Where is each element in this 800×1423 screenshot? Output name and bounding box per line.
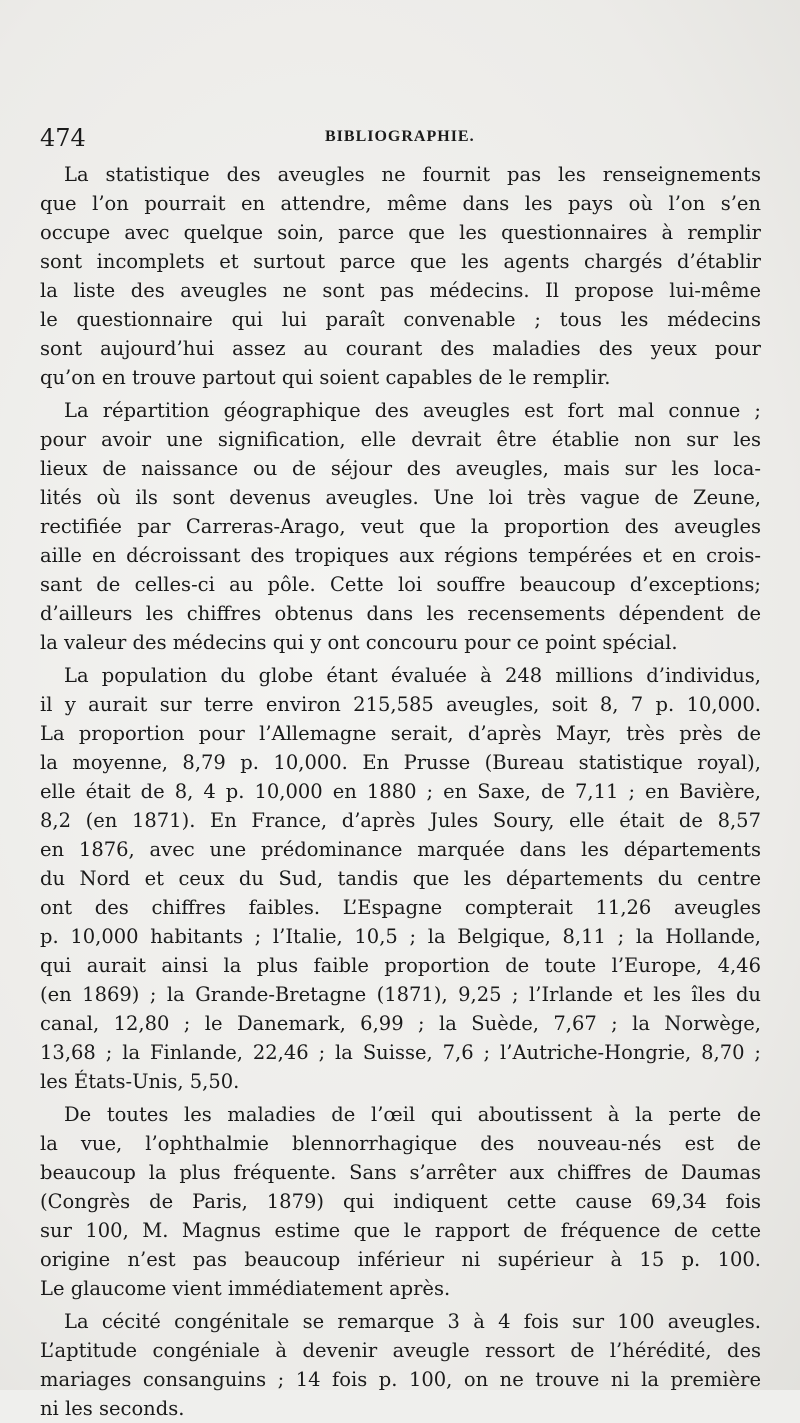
text-line: La proportion pour l’Allemagne serait, d’après Mayr, très près de <box>40 722 761 745</box>
text-line: lieux de naissance ou de séjour des aveugles, mais sur les loca- <box>40 457 761 480</box>
text-line: ont des chiffres faibles. L’Espagne compterait 11,26 aveugles <box>40 896 761 919</box>
text-line: (en 1869) ; la Grande-Bretagne (1871), 9,25 ; l’Irlande et les îles du <box>40 983 761 1006</box>
page-header <box>40 122 760 154</box>
text-line: il y aurait sur terre environ 215,585 aveugles, soit 8, 7 p. 10,000. <box>40 693 761 716</box>
text-line: du Nord et ceux du Sud, tandis que les départements du centre <box>40 867 761 890</box>
text-line: aille en décroissant des tropiques aux régions tempérées et en crois- <box>40 544 761 567</box>
text-line: la vue, l’ophthalmie blennorrhagique des nouveau-nés est de <box>40 1132 761 1155</box>
page-number: 474 <box>40 124 86 152</box>
paragraph <box>40 1307 761 1423</box>
text-line: la valeur des médecins qui y ont concouru pour ce point spécial. <box>40 631 678 654</box>
text-line: en 1876, avec une prédominance marquée dans les départements <box>40 838 761 861</box>
text-line: occupe avec quelque soin, parce que les questionnaires à remplir <box>40 221 761 244</box>
text-line: la moyenne, 8,79 p. 10,000. En Prusse (Bureau statistique royal), <box>40 751 761 774</box>
text-line: canal, 12,80 ; le Danemark, 6,99 ; la Suède, 7,67 ; la Norwège, <box>40 1012 761 1035</box>
text-line: 8,2 (en 1871). En France, d’après Jules Soury, elle était de 8,57 <box>40 809 761 832</box>
text-line: De toutes les maladies de l’œil qui aboutissent à la perte de <box>64 1103 761 1126</box>
text-line: origine n’est pas beaucoup inférieur ni supérieur à 15 p. 100. <box>40 1248 761 1271</box>
text-line: La cécité congénitale se remarque 3 à 4 fois sur 100 aveugles. <box>64 1310 761 1333</box>
paragraph <box>40 661 761 1096</box>
text-line: d’ailleurs les chiffres obtenus dans les recensements dépendent de <box>40 602 761 625</box>
text-line: mariages consanguins ; 14 fois p. 100, on ne trouve ni la première <box>40 1368 761 1391</box>
text-line: les États-Unis, 5,50. <box>40 1070 240 1093</box>
text-line: sur 100, M. Magnus estime que le rapport de fréquence de cette <box>40 1219 761 1242</box>
text-line: sont aujourd’hui assez au courant des maladies des yeux pour <box>40 337 761 360</box>
text-line: lités où ils sont devenus aveugles. Une loi très vague de Zeune, <box>40 486 761 509</box>
text-line: sont incomplets et surtout parce que les agents chargés d’établir <box>40 250 761 273</box>
text-line: L’aptitude congéniale à devenir aveugle ressort de l’hérédité, des <box>40 1339 761 1362</box>
text-line: ni les seconds. <box>40 1397 185 1420</box>
paragraph <box>40 396 761 657</box>
text-line: beaucoup la plus fréquente. Sans s’arrêter aux chiffres de Daumas <box>40 1161 761 1184</box>
text-line: que l’on pourrait en attendre, même dans les pays où l’on s’en <box>40 192 761 215</box>
text-line: p. 10,000 habitants ; l’Italie, 10,5 ; la Belgique, 8,11 ; la Hollande, <box>40 925 761 948</box>
text-line: Le glaucome vient immédiatement après. <box>40 1277 451 1300</box>
text-line: elle était de 8, 4 p. 10,000 en 1880 ; en Saxe, de 7,11 ; en Bavière, <box>40 780 761 803</box>
text-line: La population du globe étant évaluée à 248 millions d’individus, <box>64 664 761 687</box>
paragraph <box>40 160 761 392</box>
text-line: La statistique des aveugles ne fournit pas les renseignements <box>64 163 761 186</box>
text-line: qu’on en trouve partout qui soient capables de le remplir. <box>40 366 611 389</box>
body-text <box>40 160 761 1423</box>
text-line: qui aurait ainsi la plus faible proportion de toute l’Europe, 4,46 <box>40 954 761 977</box>
paragraph <box>40 1100 761 1303</box>
text-line: rectifiée par Carreras-Arago, veut que la proportion des aveugles <box>40 515 761 538</box>
running-title: BIBLIOGRAPHIE. <box>325 128 475 145</box>
text-line: La répartition géographique des aveugles est fort mal connue ; <box>64 399 761 422</box>
text-line: (Congrès de Paris, 1879) qui indiquent cette cause 69,34 fois <box>40 1190 761 1213</box>
text-line: la liste des aveugles ne sont pas médecins. Il propose lui-même <box>40 279 761 302</box>
text-line: le questionnaire qui lui paraît convenable ; tous les médecins <box>40 308 761 331</box>
text-line: pour avoir une signification, elle devrait être établie non sur les <box>40 428 761 451</box>
text-line: 13,68 ; la Finlande, 22,46 ; la Suisse, 7,6 ; l’Autriche-Hongrie, 8,70 ; <box>40 1041 761 1064</box>
text-line: sant de celles-ci au pôle. Cette loi souffre beaucoup d’exceptions; <box>40 573 761 596</box>
